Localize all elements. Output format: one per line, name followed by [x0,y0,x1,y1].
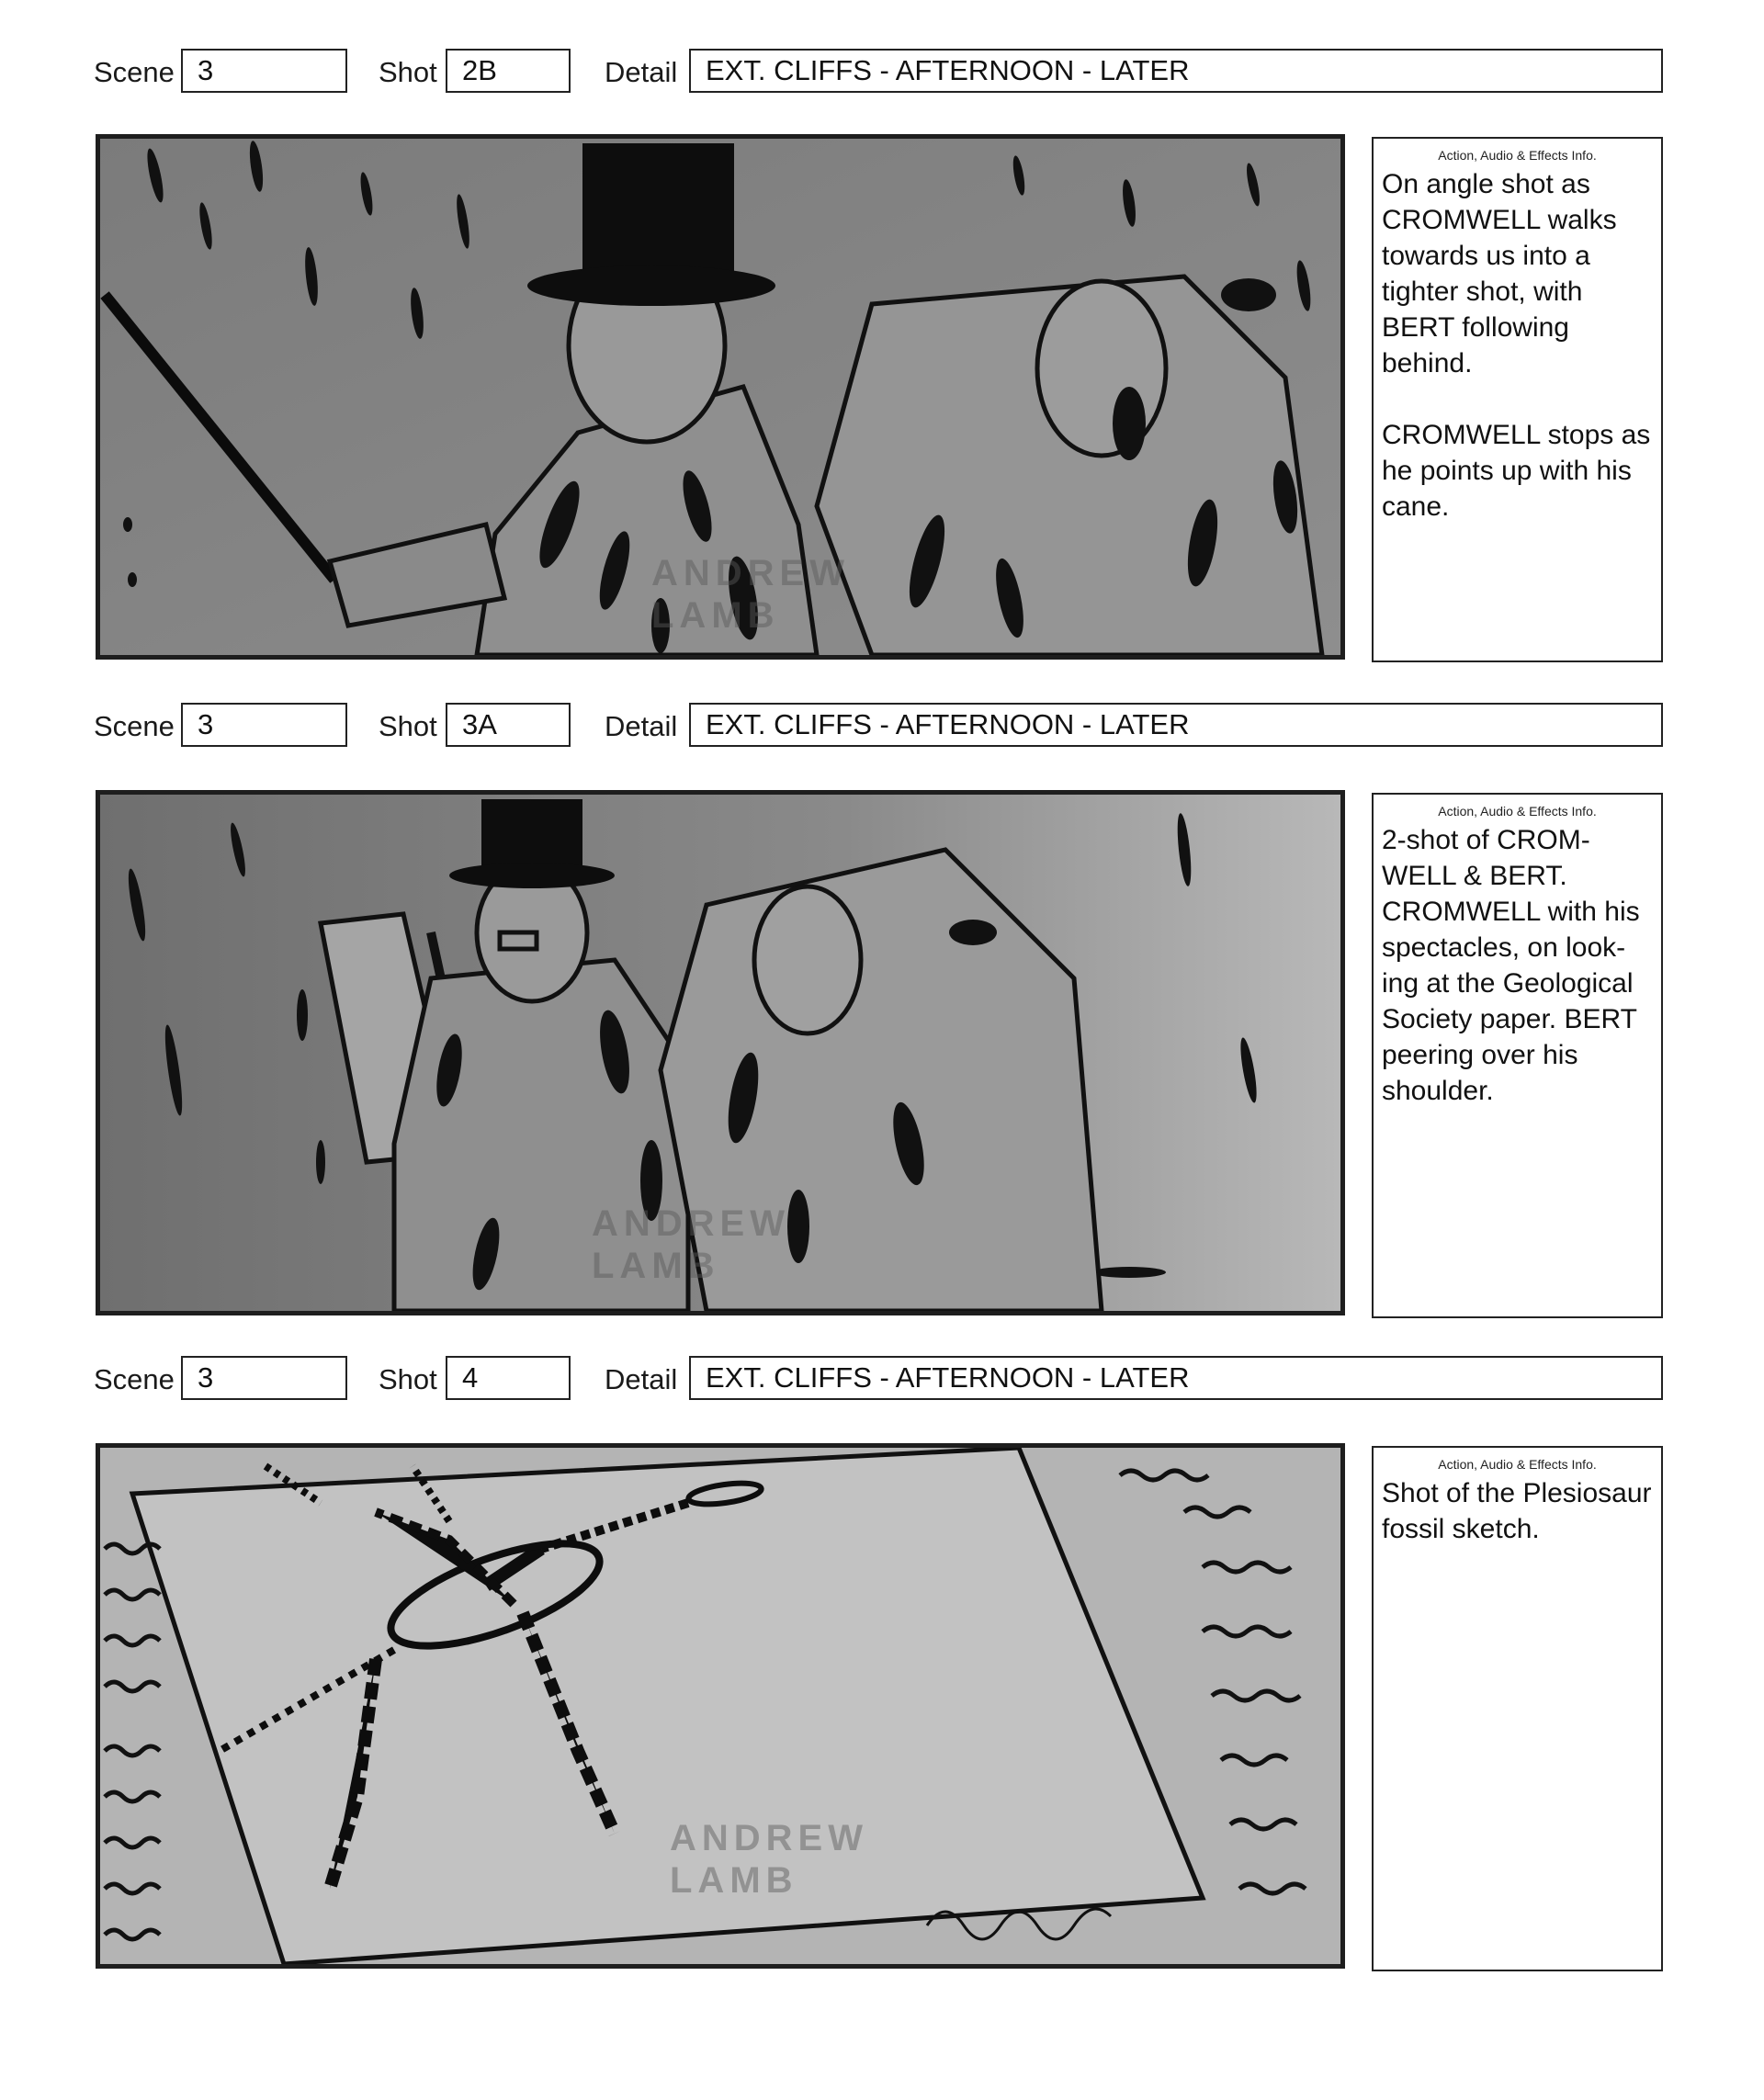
scene-field[interactable]: 3 [181,1356,347,1400]
storyboard-panel-3 [96,1443,1345,1969]
storyboard-panel-2 [96,790,1345,1315]
shot-label: Shot [379,710,437,742]
notes-box-1 [1372,137,1663,662]
fossil-paper [132,1448,1203,1964]
scene-label: Scene [94,56,175,88]
notes-box-3 [1372,1446,1663,1971]
panel-2-illustration [100,795,1340,1311]
svg-text:ANDREW: ANDREW [592,1203,790,1244]
scene-field[interactable]: 3 [181,49,347,93]
notes-header: Action, Audio & Effects Info. [1438,148,1597,163]
notes-text: On angle shot as CROMWELL walks towards us into a tighter shot, with BERT following behind. CROMWELL stops as he points up with his cane. [1382,169,1651,522]
scene-field[interactable]: 3 [181,703,347,747]
svg-text:LAMB: LAMB [592,1246,720,1286]
svg-text:LAMB: LAMB [670,1860,798,1901]
detail-field[interactable]: EXT. CLIFFS - AFTERNOON - LATER [689,49,1663,93]
detail-label: Detail [605,56,678,88]
notes-box-2 [1372,793,1663,1318]
shot-field[interactable]: 4 [446,1356,571,1400]
shot-label: Shot [379,1363,437,1395]
svg-text:ANDREW: ANDREW [670,1818,868,1858]
frame-2-header [0,701,1764,752]
storyboard-panel-1 [96,134,1345,660]
detail-field[interactable]: EXT. CLIFFS - AFTERNOON - LATER [689,703,1663,747]
shot-field[interactable]: 2B [446,49,571,93]
panel-3-illustration [100,1448,1340,1964]
shot-field[interactable]: 3A [446,703,571,747]
frame-1-header [0,47,1764,98]
notes-text: Shot of the Plesiosaur fossil sketch. [1382,1478,1652,1544]
scene-label: Scene [94,1363,175,1395]
panel-1-illustration [100,139,1340,655]
notes-text: 2-shot of CROM- WELL & BERT. CROMWELL with his spectacles, on look- ing at the Geological Society paper. BERT peering over his shoulder. [1382,825,1640,1106]
detail-label: Detail [605,1363,678,1395]
detail-field[interactable]: EXT. CLIFFS - AFTERNOON - LATER [689,1356,1663,1400]
notes-header: Action, Audio & Effects Info. [1438,1457,1597,1472]
svg-text:LAMB: LAMB [651,595,780,636]
detail-label: Detail [605,710,678,742]
scene-label: Scene [94,710,175,742]
notes-header: Action, Audio & Effects Info. [1438,804,1597,819]
frame-3-header [0,1354,1764,1406]
svg-text:ANDREW: ANDREW [651,553,850,593]
shot-label: Shot [379,56,437,88]
